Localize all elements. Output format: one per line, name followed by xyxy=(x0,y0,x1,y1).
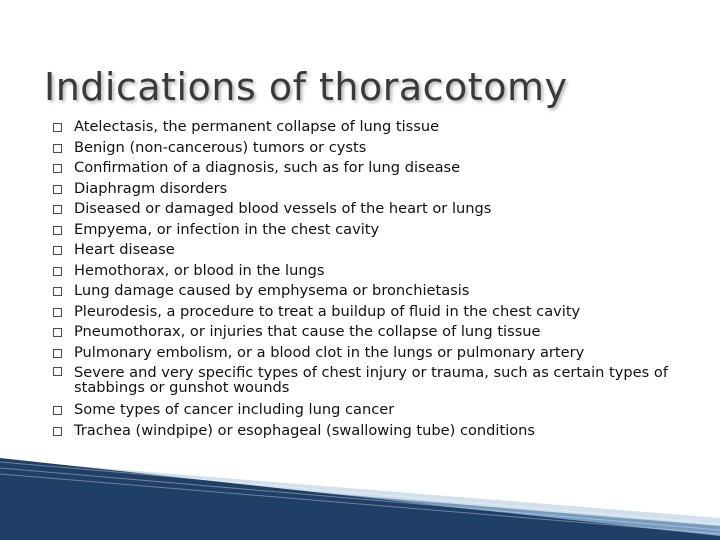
slide-title: Indications of thoracotomy xyxy=(44,65,568,110)
square-bullet-icon xyxy=(53,349,62,358)
list-item-text: Heart disease xyxy=(74,241,175,258)
square-bullet-icon xyxy=(53,328,62,337)
square-bullet-icon xyxy=(53,287,62,296)
list-item-text: Severe and very specific types of chest injury or trauma, such as certain types of stabbings or gunshot wounds xyxy=(74,364,668,396)
square-bullet-icon xyxy=(53,406,62,415)
square-bullet-icon xyxy=(53,246,62,255)
list-item-text: Pneumothorax, or injuries that cause the collapse of lung tissue xyxy=(74,323,541,340)
list-item xyxy=(50,363,710,395)
square-bullet-icon xyxy=(53,205,62,214)
list-item-text: Pleurodesis, a procedure to treat a buildup of fluid in the chest cavity xyxy=(74,302,581,320)
list-item xyxy=(50,343,710,364)
list-item xyxy=(50,138,710,159)
list-item-text: Some types of cancer including lung cancer xyxy=(74,401,395,418)
list-item-text: Pulmonary embolism, or a blood clot in the lungs or pulmonary artery xyxy=(74,343,585,361)
square-bullet-icon xyxy=(53,267,62,276)
square-bullet-icon xyxy=(53,226,62,235)
square-bullet-icon xyxy=(53,164,62,173)
list-item xyxy=(50,302,710,323)
list-item xyxy=(50,281,710,302)
list-item xyxy=(50,261,710,282)
list-item-text: Benign (non-cancerous) tumors or cysts xyxy=(74,138,367,156)
list-item xyxy=(50,158,710,179)
list-item xyxy=(50,179,710,200)
square-bullet-icon xyxy=(53,367,62,376)
square-bullet-icon xyxy=(53,427,62,436)
list-item xyxy=(50,240,710,261)
list-item xyxy=(50,220,710,241)
list-item-text: Diaphragm disorders xyxy=(74,179,228,197)
list-item-text: Trachea (windpipe) or esophageal (swallowing tube) conditions xyxy=(74,421,536,439)
square-bullet-icon xyxy=(53,123,62,132)
list-item-text: Hemothorax, or blood in the lungs xyxy=(74,261,325,279)
list-item xyxy=(50,199,710,220)
square-bullet-icon xyxy=(53,144,62,153)
list-item-text: Confirmation of a diagnosis, such as for lung disease xyxy=(74,159,461,176)
list-item-text: Empyema, or infection in the chest cavity xyxy=(74,220,380,238)
list-item xyxy=(50,400,710,421)
list-item-text: Lung damage caused by emphysema or bronchietasis xyxy=(74,282,470,299)
list-item xyxy=(50,421,710,442)
slide-decoration xyxy=(0,440,720,540)
indications-list xyxy=(50,117,710,441)
square-bullet-icon xyxy=(53,185,62,194)
square-bullet-icon xyxy=(53,308,62,317)
list-item-text: Atelectasis, the permanent collapse of lung tissue xyxy=(74,118,440,135)
list-item xyxy=(50,117,710,138)
list-item xyxy=(50,322,710,343)
list-item-text: Diseased or damaged blood vessels of the heart or lungs xyxy=(74,200,492,217)
